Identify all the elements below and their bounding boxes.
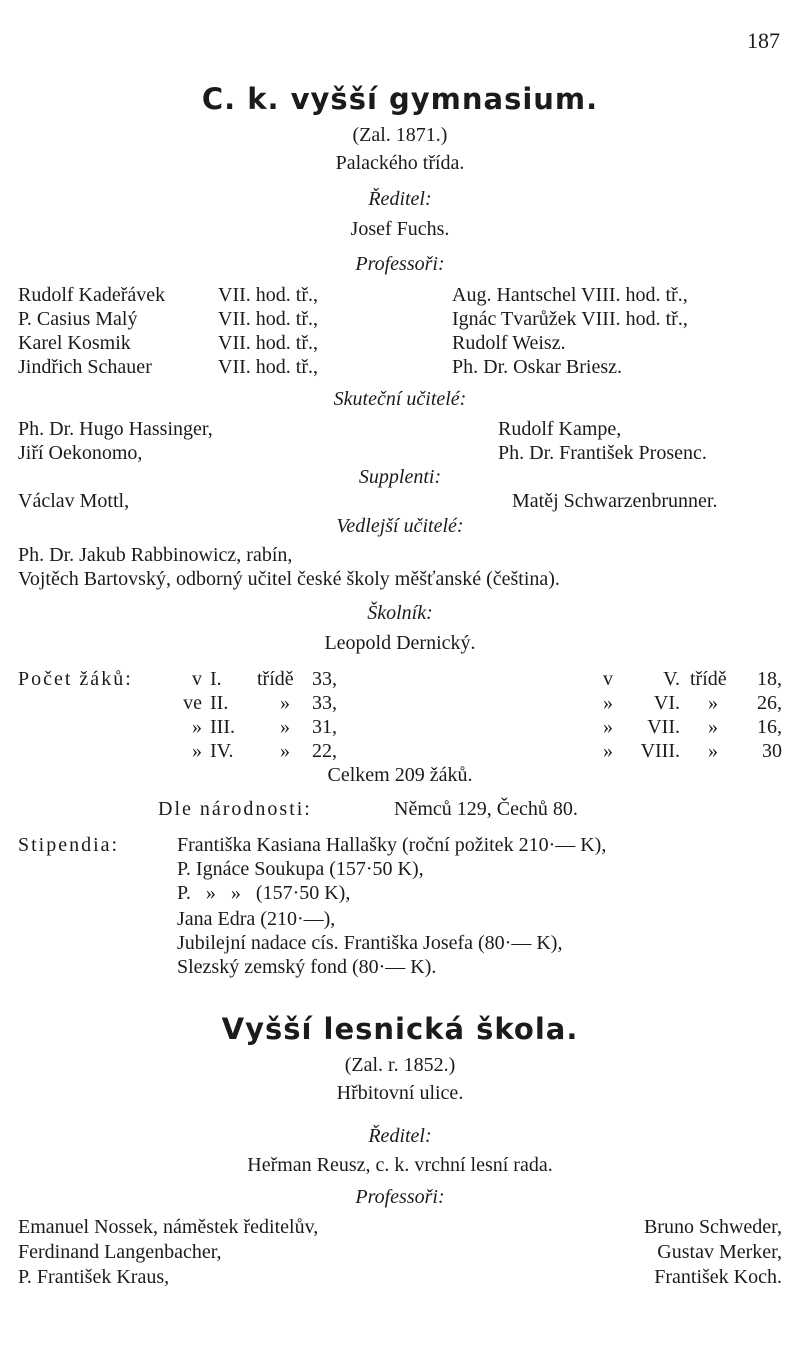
forestry-director: Heřman Reusz, c. k. vrchní lesní rada. bbox=[247, 1154, 553, 1176]
forestry-title: Vyšší lesnická škola. bbox=[221, 1012, 579, 1046]
forestry-professor-left: Ferdinand Langenbacher, bbox=[18, 1241, 222, 1263]
professor-entry-right: Ph. Dr. Oskar Briesz. bbox=[452, 356, 622, 378]
gymnasium-founded: (Zal. 1871.) bbox=[352, 124, 448, 146]
professor-name: P. Casius Malý bbox=[18, 308, 138, 330]
side-teachers-heading: Vedlejší učitelé: bbox=[336, 515, 464, 537]
professor-name: Karel Kosmik bbox=[18, 332, 131, 354]
class-roman: II. bbox=[210, 692, 229, 714]
scholarships-label: Stipendia: bbox=[18, 834, 120, 856]
scholarship-item: Jubilejní nadace cís. Františka Josefa (80·— K), bbox=[177, 932, 563, 954]
actual-teacher-left: Ph. Dr. Hugo Hassinger, bbox=[18, 418, 213, 440]
class-count: 18, bbox=[757, 668, 782, 690]
actual-teachers-heading: Skuteční učitelé: bbox=[333, 388, 467, 410]
gymnasium-director-heading: Ředitel: bbox=[368, 188, 432, 210]
class-roman: IV. bbox=[210, 740, 234, 762]
forestry-address: Hřbitovní ulice. bbox=[336, 1082, 464, 1104]
professor-entry-right: Rudolf Weisz. bbox=[452, 332, 566, 354]
side-teacher: Ph. Dr. Jakub Rabbinowicz, rabín, bbox=[18, 544, 293, 566]
class-word: třídě bbox=[690, 668, 727, 690]
forestry-director-heading: Ředitel: bbox=[368, 1125, 432, 1147]
forestry-founded: (Zal. r. 1852.) bbox=[344, 1054, 456, 1076]
class-count: 22, bbox=[312, 740, 337, 762]
class-count: 31, bbox=[312, 716, 337, 738]
scholarship-item: P. Ignáce Soukupa (157·50 K), bbox=[177, 858, 424, 880]
janitor-heading: Školník: bbox=[367, 602, 433, 624]
professor-name: Jindřich Schauer bbox=[18, 356, 152, 378]
class-prefix: » bbox=[603, 716, 613, 738]
scholarship-item: P. » » (157·50 K), bbox=[177, 882, 351, 904]
class-prefix: » bbox=[603, 740, 613, 762]
class-prefix: » bbox=[192, 716, 202, 738]
class-word: » bbox=[708, 716, 718, 738]
actual-teacher-left: Jiří Oekonomo, bbox=[18, 442, 143, 464]
class-prefix: ve bbox=[183, 692, 202, 714]
class-word: třídě bbox=[257, 668, 294, 690]
professor-rank: VII. hod. tř., bbox=[218, 308, 318, 330]
professor-entry-right: Ignác Tvarůžek VIII. hod. tř., bbox=[452, 308, 688, 330]
professor-rank: VII. hod. tř., bbox=[218, 284, 318, 306]
class-prefix: » bbox=[192, 740, 202, 762]
class-count: 33, bbox=[312, 668, 337, 690]
class-count: 16, bbox=[757, 716, 782, 738]
class-roman: V. bbox=[663, 668, 680, 690]
gymnasium-professors-heading: Professoři: bbox=[355, 253, 445, 275]
class-word: » bbox=[280, 716, 290, 738]
forestry-professor-right: František Koch. bbox=[654, 1266, 782, 1288]
class-roman: VIII. bbox=[640, 740, 680, 762]
nationality-value: Němců 129, Čechů 80. bbox=[394, 798, 578, 820]
supplent-left: Václav Mottl, bbox=[18, 490, 130, 512]
class-count: 33, bbox=[312, 692, 337, 714]
class-word: » bbox=[280, 740, 290, 762]
professor-rank: VII. hod. tř., bbox=[218, 356, 318, 378]
professor-name: Rudolf Kadeřávek bbox=[18, 284, 166, 306]
class-word: » bbox=[708, 740, 718, 762]
class-roman: VI. bbox=[653, 692, 680, 714]
scholarship-item: Jana Edra (210·—), bbox=[177, 908, 336, 930]
class-word: » bbox=[708, 692, 718, 714]
actual-teacher-right: Rudolf Kampe, bbox=[498, 418, 622, 440]
forestry-professor-left: Emanuel Nossek, náměstek ředitelův, bbox=[18, 1216, 319, 1238]
class-prefix: » bbox=[603, 692, 613, 714]
professor-rank: VII. hod. tř., bbox=[218, 332, 318, 354]
gymnasium-address: Palackého třída. bbox=[335, 152, 465, 174]
professor-entry-right: Aug. Hantschel VIII. hod. tř., bbox=[452, 284, 688, 306]
gymnasium-director: Josef Fuchs. bbox=[350, 218, 450, 240]
class-count: 26, bbox=[757, 692, 782, 714]
scholarship-item: Františka Kasiana Hallašky (roční požitek 210·— K), bbox=[177, 834, 607, 856]
class-roman: III. bbox=[210, 716, 235, 738]
forestry-professor-right: Gustav Merker, bbox=[657, 1241, 782, 1263]
class-roman: VII. bbox=[647, 716, 680, 738]
supplents-heading: Supplenti: bbox=[358, 466, 442, 488]
actual-teacher-right: Ph. Dr. František Prosenc. bbox=[498, 442, 707, 464]
gymnasium-title: C. k. vyšší gymnasium. bbox=[201, 82, 599, 116]
class-word: » bbox=[280, 692, 290, 714]
scholarship-item: Slezský zemský fond (80·— K). bbox=[177, 956, 437, 978]
page-number: 187 bbox=[747, 28, 780, 53]
class-prefix: v bbox=[192, 668, 202, 690]
students-total: Celkem 209 žáků. bbox=[327, 764, 473, 786]
students-label: Počet žáků: bbox=[18, 668, 133, 690]
forestry-professor-left: P. František Kraus, bbox=[18, 1266, 170, 1288]
class-roman: I. bbox=[210, 668, 222, 690]
janitor-name: Leopold Dernický. bbox=[324, 632, 476, 654]
forestry-professor-right: Bruno Schweder, bbox=[643, 1216, 782, 1238]
side-teacher: Vojtěch Bartovský, odborný učitel české školy měšťanské (čeština). bbox=[18, 568, 560, 590]
nationality-label: Dle národnosti: bbox=[158, 798, 312, 820]
class-count: 30 bbox=[762, 740, 782, 762]
supplent-right: Matěj Schwarzenbrunner. bbox=[512, 490, 718, 512]
class-prefix: v bbox=[603, 668, 613, 690]
forestry-professors-heading: Professoři: bbox=[355, 1186, 445, 1208]
